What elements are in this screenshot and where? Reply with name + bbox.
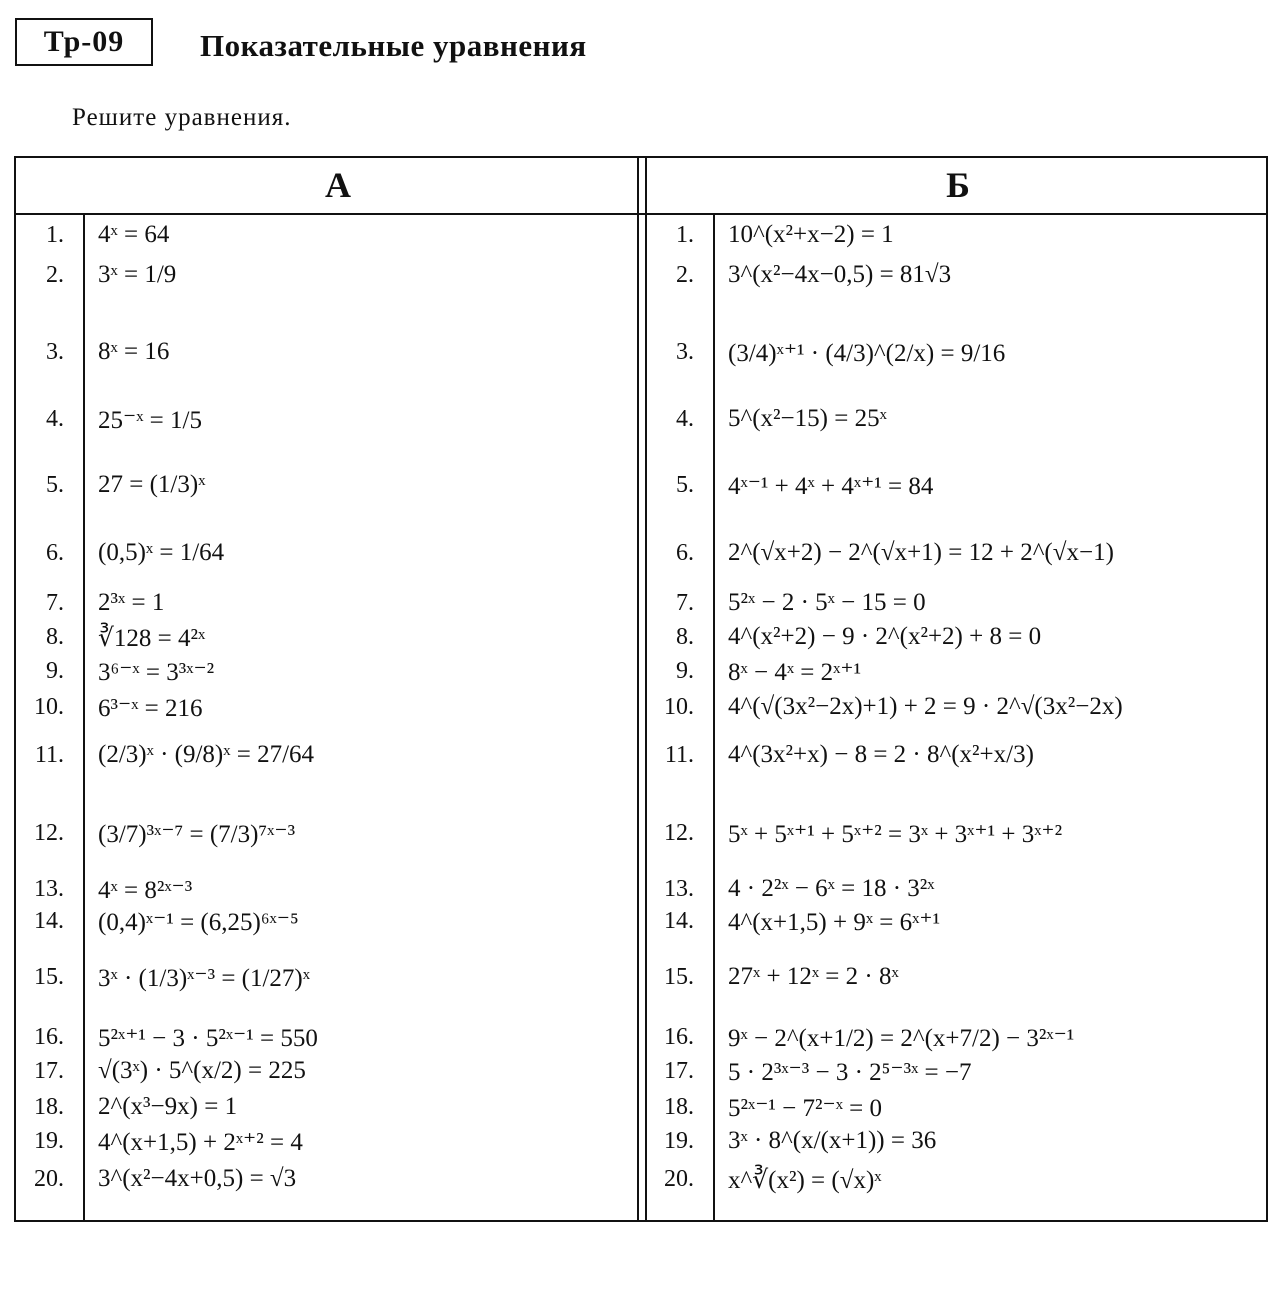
page-title: Показательные уравнения bbox=[200, 28, 587, 63]
equation: 5²ˣ⁺¹ − 3 · 5²ˣ⁻¹ = 550 bbox=[98, 1025, 318, 1052]
item-number: 15. bbox=[664, 964, 694, 990]
item-number: 4. bbox=[46, 406, 64, 432]
item-number: 2. bbox=[676, 262, 694, 288]
equation: 25⁻ˣ = 1/5 bbox=[98, 407, 202, 434]
equation: 4^(x+1,5) + 9ˣ = 6ˣ⁺¹ bbox=[728, 909, 941, 936]
equation: 10^(x²+x−2) = 1 bbox=[728, 221, 894, 248]
item-number: 11. bbox=[34, 742, 64, 768]
item-number: 19. bbox=[664, 1128, 694, 1154]
number-divider-b bbox=[713, 215, 715, 1220]
equation: 5²ˣ⁻¹ − 7²⁻ˣ = 0 bbox=[728, 1095, 883, 1122]
item-number: 14. bbox=[664, 908, 694, 934]
item-number: 9. bbox=[46, 658, 64, 684]
equation: 3ˣ = 1/9 bbox=[98, 261, 177, 288]
item-number: 20. bbox=[664, 1166, 694, 1192]
item-number: 11. bbox=[664, 742, 694, 768]
item-number: 10. bbox=[34, 694, 64, 720]
item-number: 6. bbox=[676, 540, 694, 566]
equation: 4^(√(3x²−2x)+1) + 2 = 9 · 2^√(3x²−2x) bbox=[728, 693, 1123, 720]
equation: (0,4)ˣ⁻¹ = (6,25)⁶ˣ⁻⁵ bbox=[98, 909, 299, 936]
item-number: 15. bbox=[34, 964, 64, 990]
item-number: 20. bbox=[34, 1166, 64, 1192]
equation: x^∛(x²) = (√x)ˣ bbox=[728, 1167, 882, 1194]
column-b-heading: Б bbox=[946, 165, 970, 205]
item-number: 9. bbox=[676, 658, 694, 684]
equation: 3ˣ · 8^(x/(x+1)) = 36 bbox=[728, 1127, 937, 1154]
equation: 2^(√x+2) − 2^(√x+1) = 12 + 2^(√x−1) bbox=[728, 539, 1114, 566]
equation: 5^(x²−15) = 25ˣ bbox=[728, 405, 887, 432]
item-number: 8. bbox=[676, 624, 694, 650]
item-number: 16. bbox=[664, 1024, 694, 1050]
equation: 4ˣ = 8²ˣ⁻³ bbox=[98, 877, 193, 904]
equation: 3^(x²−4x+0,5) = √3 bbox=[98, 1165, 297, 1192]
equation: (0,5)ˣ = 1/64 bbox=[98, 539, 225, 566]
item-number: 5. bbox=[46, 472, 64, 498]
item-number: 17. bbox=[664, 1058, 694, 1084]
equation: 9ˣ − 2^(x+1/2) = 2^(x+7/2) − 3²ˣ⁻¹ bbox=[728, 1025, 1075, 1052]
item-number: 10. bbox=[664, 694, 694, 720]
item-number: 14. bbox=[34, 908, 64, 934]
equation: 8ˣ − 4ˣ = 2ˣ⁺¹ bbox=[728, 659, 862, 686]
equation: (3/7)³ˣ⁻⁷ = (7/3)⁷ˣ⁻³ bbox=[98, 821, 296, 848]
item-number: 18. bbox=[664, 1094, 694, 1120]
item-number: 16. bbox=[34, 1024, 64, 1050]
equation: 8ˣ = 16 bbox=[98, 338, 170, 365]
item-number: 2. bbox=[46, 262, 64, 288]
equation: 5²ˣ − 2 · 5ˣ − 15 = 0 bbox=[728, 589, 926, 616]
equation: 4^(x+1,5) + 2ˣ⁺² = 4 bbox=[98, 1129, 303, 1156]
item-number: 13. bbox=[664, 876, 694, 902]
item-number: 3. bbox=[676, 339, 694, 365]
item-number: 7. bbox=[46, 590, 64, 616]
item-number: 3. bbox=[46, 339, 64, 365]
equation: 4 · 2²ˣ − 6ˣ = 18 · 3²ˣ bbox=[728, 875, 935, 902]
equation: 27ˣ + 12ˣ = 2 · 8ˣ bbox=[728, 963, 899, 990]
equation: 4ˣ = 64 bbox=[98, 221, 170, 248]
number-divider-a bbox=[83, 215, 85, 1220]
item-number: 6. bbox=[46, 540, 64, 566]
item-number: 7. bbox=[676, 590, 694, 616]
item-number: 17. bbox=[34, 1058, 64, 1084]
equation: (3/4)ˣ⁺¹ · (4/3)^(2/x) = 9/16 bbox=[728, 340, 1006, 367]
worksheet-code: Тр-09 bbox=[15, 18, 153, 66]
instruction-text: Решите уравнения. bbox=[72, 104, 292, 131]
equation: 4ˣ⁻¹ + 4ˣ + 4ˣ⁺¹ = 84 bbox=[728, 473, 934, 500]
item-number: 5. bbox=[676, 472, 694, 498]
item-number: 19. bbox=[34, 1128, 64, 1154]
item-number: 18. bbox=[34, 1094, 64, 1120]
item-number: 13. bbox=[34, 876, 64, 902]
equation: 2³ˣ = 1 bbox=[98, 589, 165, 616]
equation: 3⁶⁻ˣ = 3³ˣ⁻² bbox=[98, 659, 215, 686]
equation: (2/3)ˣ · (9/8)ˣ = 27/64 bbox=[98, 741, 315, 768]
equation: 3ˣ · (1/3)ˣ⁻³ = (1/27)ˣ bbox=[98, 965, 310, 992]
equation: ∛128 = 4²ˣ bbox=[98, 625, 206, 652]
equation: 5 · 2³ˣ⁻³ − 3 · 2⁵⁻³ˣ = −7 bbox=[728, 1059, 972, 1086]
equation: 6³⁻ˣ = 216 bbox=[98, 695, 203, 722]
item-number: 1. bbox=[676, 222, 694, 248]
item-number: 12. bbox=[664, 820, 694, 846]
item-number: 1. bbox=[46, 222, 64, 248]
item-number: 8. bbox=[46, 624, 64, 650]
item-number: 4. bbox=[676, 406, 694, 432]
item-number: 12. bbox=[34, 820, 64, 846]
column-a-heading: А bbox=[325, 165, 351, 205]
equations-table bbox=[14, 156, 1268, 1222]
equation: √(3ˣ) · 5^(x/2) = 225 bbox=[98, 1057, 306, 1084]
equation: 27 = (1/3)ˣ bbox=[98, 471, 206, 498]
equation: 4^(3x²+x) − 8 = 2 · 8^(x²+x/3) bbox=[728, 741, 1034, 768]
equation: 4^(x²+2) − 9 · 2^(x²+2) + 8 = 0 bbox=[728, 623, 1042, 650]
header-divider bbox=[16, 213, 1266, 215]
equation: 2^(x³−9x) = 1 bbox=[98, 1093, 238, 1120]
equation: 3^(x²−4x−0,5) = 81√3 bbox=[728, 261, 952, 288]
equation: 5ˣ + 5ˣ⁺¹ + 5ˣ⁺² = 3ˣ + 3ˣ⁺¹ + 3ˣ⁺² bbox=[728, 821, 1063, 848]
